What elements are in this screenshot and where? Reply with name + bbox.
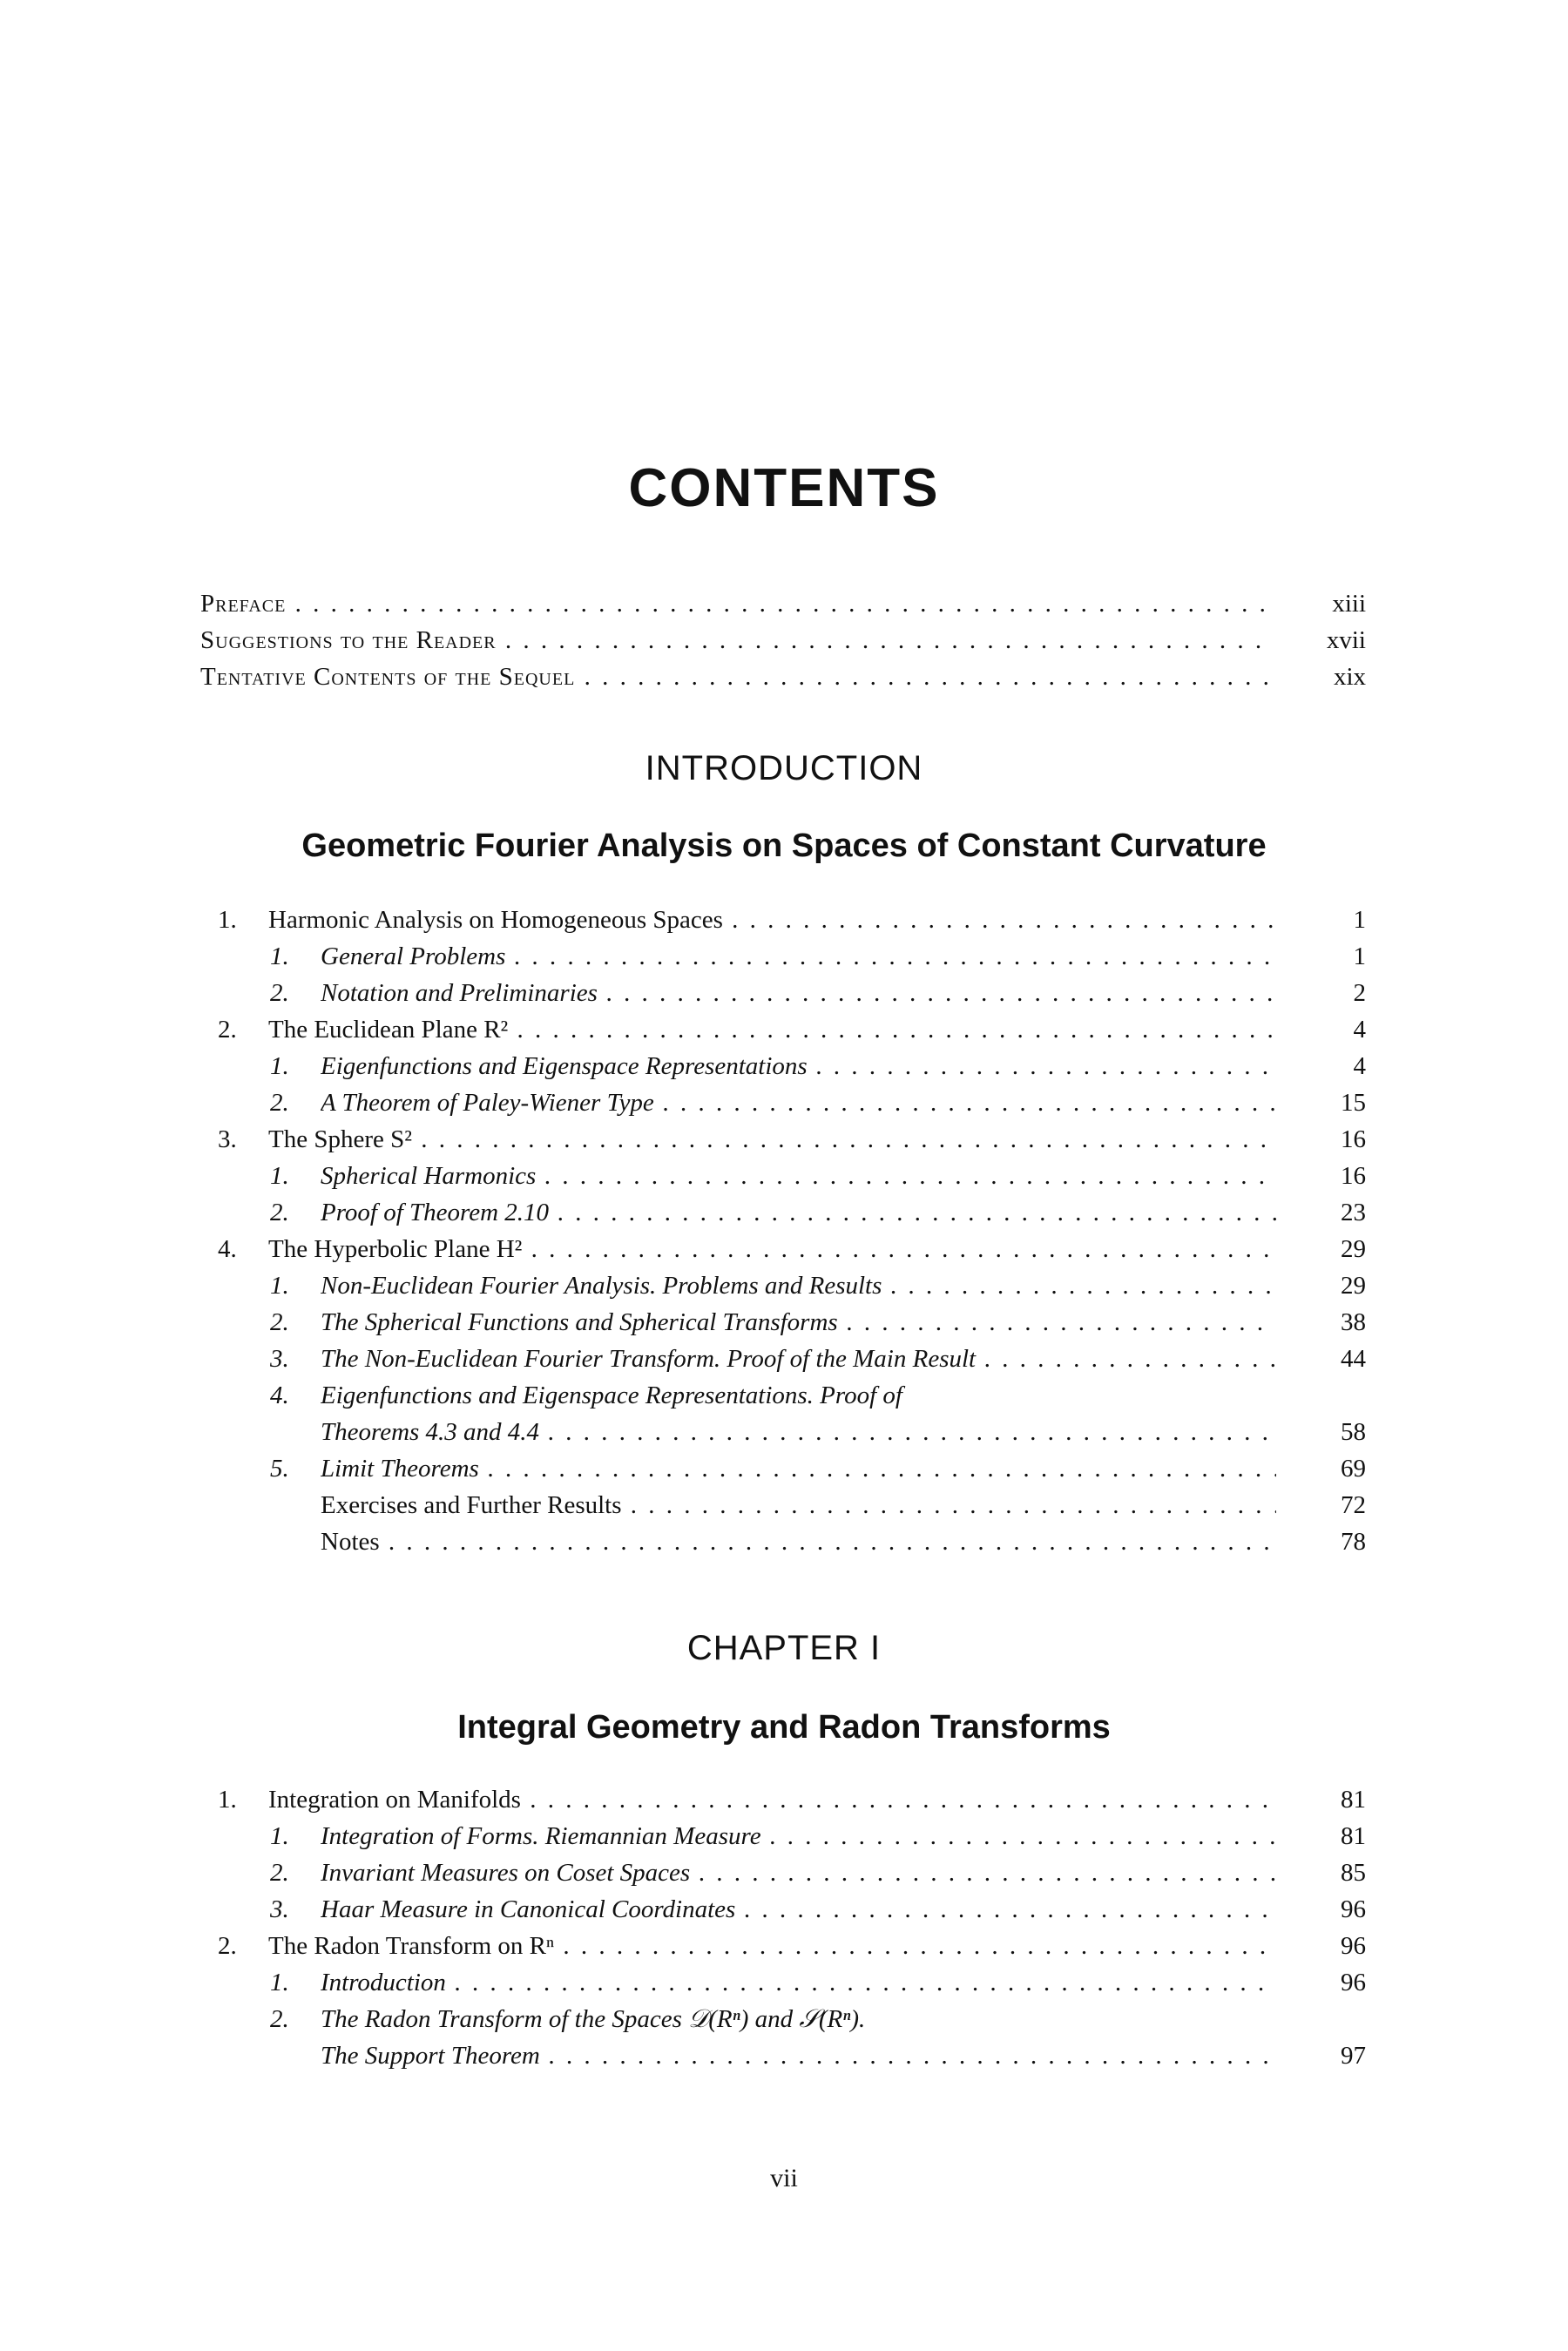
toc-entry-subnumber: 2.	[270, 1199, 289, 1226]
toc-entry-text: Spherical Harmonics . . .	[321, 1159, 1276, 1193]
toc-entry-text: Tentative Contents of the Sequel . . .	[200, 659, 1272, 694]
toc-entry-number: 3.	[218, 1125, 237, 1153]
toc-entry	[200, 1195, 1366, 1230]
toc-entry-page: 29	[1277, 1268, 1366, 1303]
toc-entry-text: Harmonic Analysis on Homogeneous Spaces . . .	[268, 902, 1276, 937]
toc-entry-text: The Spherical Functions and Spherical Transforms . . .	[321, 1305, 1276, 1340]
toc-entry-subnumber: 1.	[270, 1162, 289, 1190]
toc-entry-text: Notes . . .	[321, 1524, 1276, 1559]
toc-entry-page: 2	[1277, 976, 1366, 1010]
toc-entry-text: Eigenfunctions and Eigenspace Representations. Proof of	[321, 1382, 902, 1409]
toc-entry-text: The Support Theorem . . .	[321, 2038, 1276, 2073]
toc-entry-page: 4	[1277, 1012, 1366, 1047]
toc-entry	[200, 1524, 1366, 1559]
toc-entry-text: The Sphere S² . . .	[268, 1122, 1276, 1157]
toc-entry-suggestions	[200, 623, 1366, 658]
toc-entry-text: Proof of Theorem 2.10 . . .	[321, 1195, 1276, 1230]
toc-entry-page: 97	[1277, 2038, 1366, 2073]
introduction-subtitle: Geometric Fourier Analysis on Spaces of Constant Curvature	[301, 828, 1267, 864]
toc-entry-page: 38	[1277, 1305, 1366, 1340]
toc-entry-page: 69	[1277, 1451, 1366, 1486]
toc-entry-subnumber: 1.	[270, 942, 289, 970]
toc-entry-number: 4.	[218, 1235, 237, 1263]
toc-entry	[200, 1782, 1366, 1817]
toc-entry	[200, 1819, 1366, 1854]
toc-entry	[200, 1232, 1366, 1267]
toc-entry	[200, 1268, 1366, 1303]
toc-entry-number: 2.	[218, 1932, 237, 1960]
toc-entry	[200, 1488, 1366, 1523]
toc-entry-text: Preface . . .	[200, 586, 1272, 621]
toc-entry-page: 96	[1277, 1965, 1366, 2000]
toc-entry-text: Limit Theorems . . .	[321, 1451, 1276, 1486]
toc-entry	[200, 1929, 1366, 1963]
toc-entry-subnumber: 3.	[270, 1345, 289, 1373]
toc-entry	[200, 1892, 1366, 1927]
toc-entry-text: Haar Measure in Canonical Coordinates . . .	[321, 1892, 1276, 1927]
toc-entry-page: 16	[1277, 1159, 1366, 1193]
toc-entry	[200, 1305, 1366, 1340]
toc-entry-text: Invariant Measures on Coset Spaces . . .	[321, 1855, 1276, 1890]
toc-entry-page: 1	[1277, 902, 1366, 937]
toc-entry-subnumber: 1.	[270, 1052, 289, 1080]
toc-entry-page: xix	[1277, 659, 1366, 694]
toc-entry	[200, 1965, 1366, 2000]
toc-entry-page: 96	[1277, 1892, 1366, 1927]
toc-entry-text: Theorems 4.3 and 4.4 . . .	[321, 1415, 1276, 1449]
toc-entry-text: Integration of Forms. Riemannian Measure . . .	[321, 1819, 1276, 1854]
toc-entry-page: xiii	[1277, 586, 1366, 621]
chapter-heading: CHAPTER I	[686, 1629, 882, 1667]
toc-entry	[200, 1415, 1366, 1449]
toc-entry-subnumber: 1.	[270, 1822, 289, 1850]
toc-entry	[200, 1378, 1366, 1413]
toc-entry-subnumber: 1.	[270, 1969, 289, 1996]
toc-entry-subnumber: 2.	[270, 1089, 289, 1117]
toc-entry-text: A Theorem of Paley-Wiener Type . . .	[321, 1085, 1276, 1120]
toc-entry-subnumber: 4.	[270, 1382, 289, 1409]
toc-entry-text: Non-Euclidean Fourier Analysis. Problems and Results . . .	[321, 1268, 1276, 1303]
toc-entry	[200, 939, 1366, 974]
toc-entry-page: 1	[1277, 939, 1366, 974]
toc-entry-page: xvii	[1277, 623, 1366, 658]
toc-entry-text: The Euclidean Plane R² . . .	[268, 1012, 1276, 1047]
toc-entry	[200, 1085, 1366, 1120]
toc-entry-page: 16	[1277, 1122, 1366, 1157]
toc-entry	[200, 1341, 1366, 1376]
chapter-subtitle: Integral Geometry and Radon Transforms	[457, 1709, 1111, 1746]
toc-entry-page: 15	[1277, 1085, 1366, 1120]
toc-entry	[200, 1049, 1366, 1084]
toc-entry-page: 44	[1277, 1341, 1366, 1376]
toc-entry-subnumber: 2.	[270, 1308, 289, 1336]
toc-entry-page: 29	[1277, 1232, 1366, 1267]
toc-entry-text: The Hyperbolic Plane H² . . .	[268, 1232, 1276, 1267]
toc-entry-text: The Radon Transform on Rⁿ . . .	[268, 1929, 1276, 1963]
toc-entry-page: 81	[1277, 1819, 1366, 1854]
toc-entry-page: 72	[1277, 1488, 1366, 1523]
toc-entry-text: Introduction . . .	[321, 1965, 1276, 2000]
toc-entry	[200, 2002, 1366, 2037]
toc-entry	[200, 1159, 1366, 1193]
toc-entry	[200, 2038, 1366, 2073]
toc-entry-text: Integration on Manifolds . . .	[268, 1782, 1276, 1817]
toc-entry	[200, 1122, 1366, 1157]
toc-entry-number: 2.	[218, 1016, 237, 1044]
toc-entry	[200, 902, 1366, 937]
toc-entry-page: 4	[1277, 1049, 1366, 1084]
toc-entry-sequel	[200, 659, 1366, 694]
toc-entry-text: General Problems . . .	[321, 939, 1276, 974]
toc-entry	[200, 1855, 1366, 1890]
toc-entry-number: 1.	[218, 906, 237, 934]
toc-entry-subnumber: 2.	[270, 2005, 289, 2033]
toc-entry-text: The Radon Transform of the Spaces 𝒟(Rⁿ) and 𝒮(Rⁿ).	[321, 2005, 866, 2033]
toc-entry-page: 23	[1277, 1195, 1366, 1230]
toc-entry-page: 85	[1277, 1855, 1366, 1890]
toc-entry-subnumber: 3.	[270, 1895, 289, 1923]
toc-entry	[200, 976, 1366, 1010]
toc-entry-page: 96	[1277, 1929, 1366, 1963]
toc-entry-page: 58	[1277, 1415, 1366, 1449]
toc-entry-subnumber: 2.	[270, 1859, 289, 1887]
toc-entry-preface	[200, 586, 1366, 621]
page-title: CONTENTS	[628, 458, 940, 518]
toc-entry-text: Suggestions to the Reader . . .	[200, 623, 1272, 658]
toc-entry-subnumber: 5.	[270, 1455, 289, 1483]
toc-entry-subnumber: 2.	[270, 979, 289, 1007]
toc-entry-page: 81	[1277, 1782, 1366, 1817]
page-number: vii	[770, 2164, 798, 2192]
toc-entry	[200, 1451, 1366, 1486]
toc-entry-text: Notation and Preliminaries . . .	[321, 976, 1276, 1010]
toc-entry-subnumber: 1.	[270, 1272, 289, 1300]
toc-entry-text: Exercises and Further Results . . .	[321, 1488, 1276, 1523]
toc-entry-text: Eigenfunctions and Eigenspace Representations . . .	[321, 1049, 1276, 1084]
toc-entry-text: The Non-Euclidean Fourier Transform. Proof of the Main Result . . .	[321, 1341, 1276, 1376]
toc-entry-page: 78	[1277, 1524, 1366, 1559]
introduction-heading: INTRODUCTION	[645, 749, 923, 787]
toc-entry-number: 1.	[218, 1786, 237, 1814]
toc-entry	[200, 1012, 1366, 1047]
